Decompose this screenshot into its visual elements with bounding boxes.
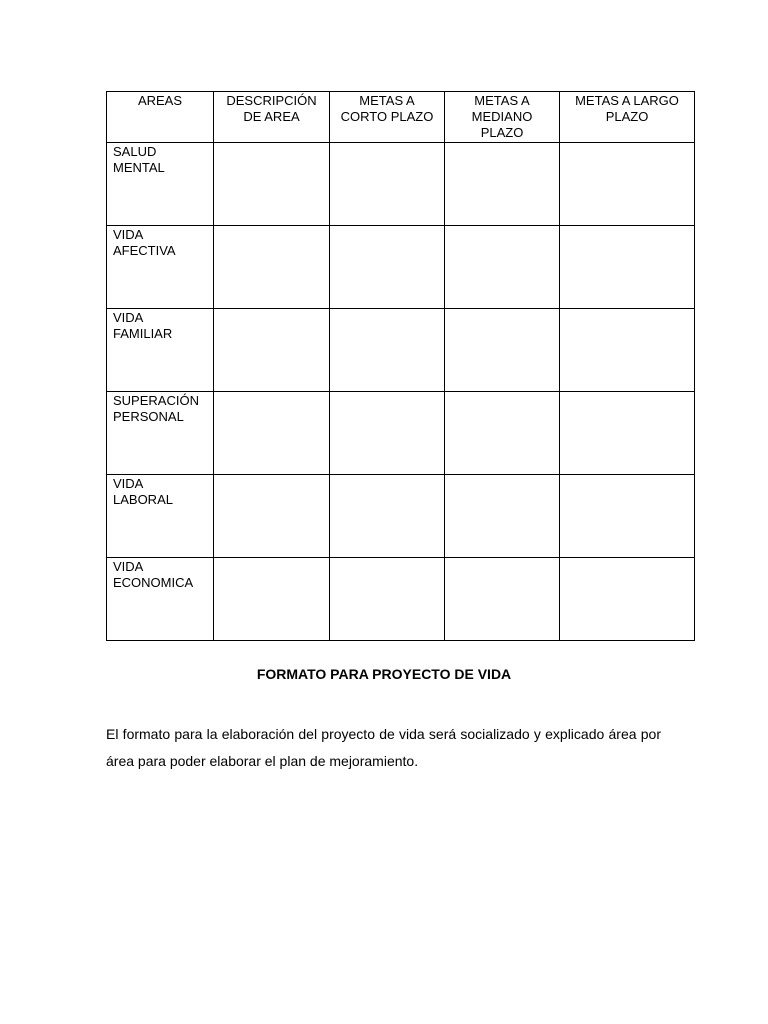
empty-cell: [560, 558, 695, 641]
empty-cell: [560, 392, 695, 475]
empty-cell: [330, 226, 445, 309]
empty-cell: [330, 309, 445, 392]
empty-cell: [445, 143, 560, 226]
header-areas: AREAS: [107, 92, 214, 143]
table-row: [107, 143, 695, 226]
header-metas-largo-plazo: METAS A LARGO PLAZO: [560, 92, 695, 143]
area-cell: VIDA LABORAL: [107, 475, 214, 558]
empty-cell: [214, 475, 330, 558]
empty-cell: [560, 226, 695, 309]
table-row: [107, 392, 695, 475]
table-row: [107, 309, 695, 392]
empty-cell: [445, 309, 560, 392]
empty-cell: [445, 392, 560, 475]
life-plan-table: [106, 91, 695, 641]
empty-cell: [214, 558, 330, 641]
area-cell: VIDA ECONOMICA: [107, 558, 214, 641]
header-metas-mediano-plazo: METAS A MEDIANO PLAZO: [445, 92, 560, 143]
table-row: [107, 226, 695, 309]
empty-cell: [330, 475, 445, 558]
empty-cell: [445, 475, 560, 558]
empty-cell: [214, 392, 330, 475]
empty-cell: [330, 558, 445, 641]
header-descripcion-de-area: DESCRIPCIÓN DE AREA: [214, 92, 330, 143]
empty-cell: [214, 309, 330, 392]
table-header-row: [107, 92, 695, 143]
empty-cell: [214, 226, 330, 309]
header-metas-corto-plazo: METAS A CORTO PLAZO: [330, 92, 445, 143]
table-row: [107, 475, 695, 558]
empty-cell: [330, 143, 445, 226]
empty-cell: [560, 475, 695, 558]
area-cell: SALUD MENTAL: [107, 143, 214, 226]
empty-cell: [330, 392, 445, 475]
body-paragraph: El formato para la elaboración del proyecto de vida será socializado y explicado área por área para poder elaborar el plan de mejoramiento.: [106, 726, 661, 769]
area-cell: VIDA AFECTIVA: [107, 226, 214, 309]
table-row: [107, 558, 695, 641]
area-cell: SUPERACIÓN PERSONAL: [107, 392, 214, 475]
document-title: FORMATO PARA PROYECTO DE VIDA: [256, 666, 512, 682]
empty-cell: [214, 143, 330, 226]
empty-cell: [445, 226, 560, 309]
empty-cell: [560, 143, 695, 226]
empty-cell: [560, 309, 695, 392]
area-cell: VIDA FAMILIAR: [107, 309, 214, 392]
empty-cell: [445, 558, 560, 641]
